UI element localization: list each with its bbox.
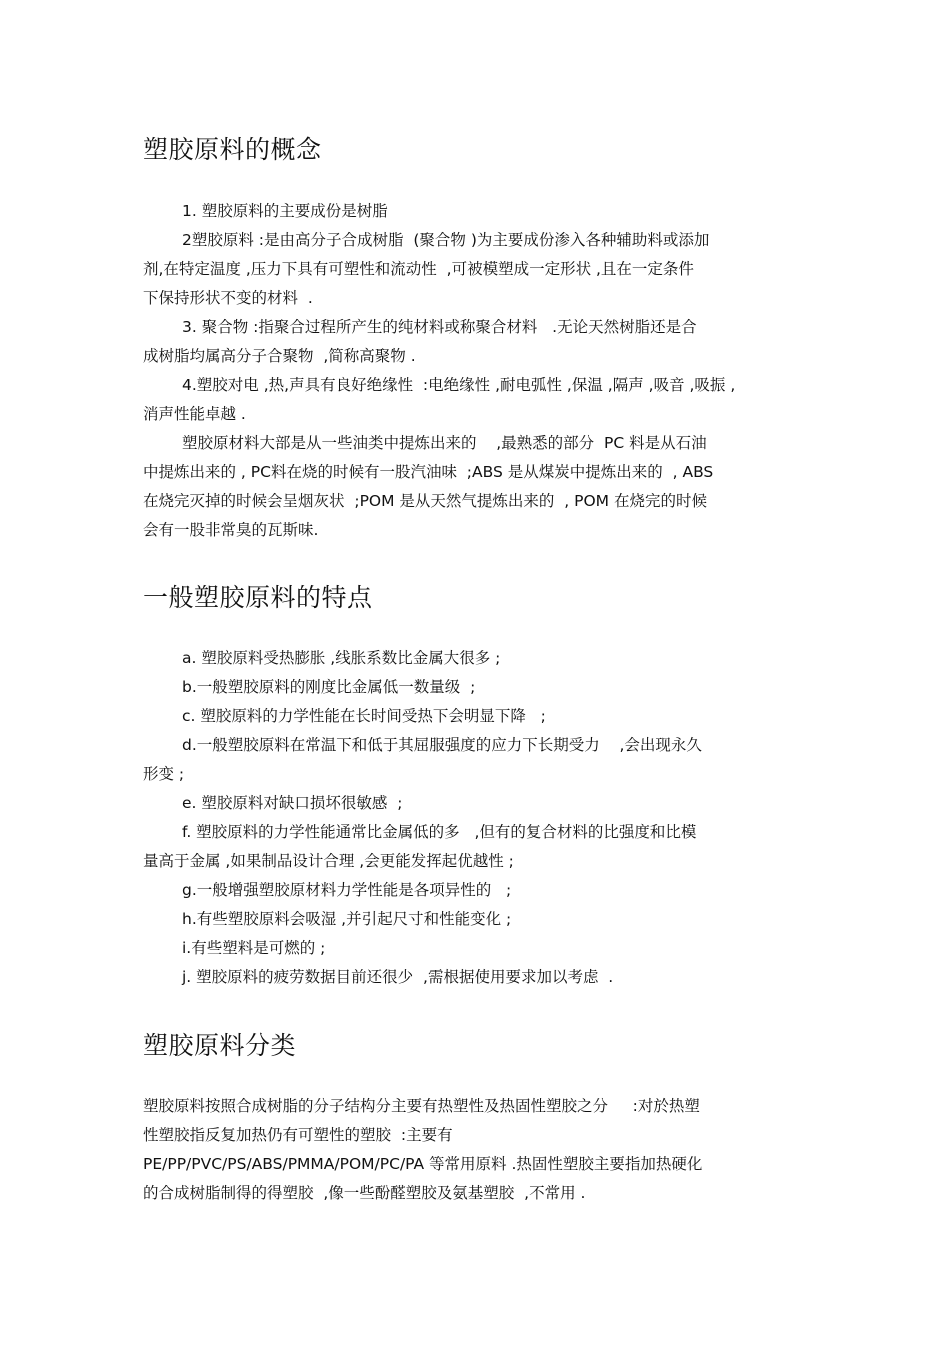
section-body-classification [143, 1092, 815, 1208]
list-item: j. 塑胶原料的疲劳数据目前还很少 ,需根据使用要求加以考虑 . [182, 968, 614, 986]
list-item: g.一般增强塑胶原材料力学性能是各项异性的 ; [182, 881, 512, 899]
section-body-concept [143, 197, 815, 545]
list-item-continuation: 量高于金属 ,如果制品设计合理 ,会更能发挥起优越性 ; [143, 852, 514, 870]
list-item-continuation: 形变 ; [143, 765, 185, 783]
paragraph-line: 1. 塑胶原料的主要成份是树脂 [182, 202, 388, 220]
paragraph-line: 成树脂均属高分子合聚物 ,简称高聚物 . [143, 347, 416, 365]
paragraph-line: 消声性能卓越 . [143, 405, 246, 423]
list-item: e. 塑胶原料对缺口损坏很敏感 ; [182, 794, 403, 812]
paragraph-line: 的合成树脂制得的得塑胶 ,像一些酚醛塑胶及氨基塑胶 ,不常用 . [143, 1184, 586, 1202]
section-title-features: 一般塑胶原料的特点 [143, 583, 373, 612]
paragraph-line: 剂,在特定温度 ,压力下具有可塑性和流动性 ,可被模塑成一定形状 ,且在一定条件 [143, 260, 694, 278]
paragraph-line: 在烧完灭掉的时候会呈烟灰状 ;POM 是从天然气提炼出来的 , POM 在烧完的时候 [143, 492, 707, 510]
section-title-concept: 塑胶原料的概念 [143, 135, 322, 164]
list-item: a. 塑胶原料受热膨胀 ,线胀系数比金属大很多 ; [182, 649, 501, 667]
paragraph-line: 下保持形状不变的材料 . [143, 289, 313, 307]
paragraph-line: PE/PP/PVC/PS/ABS/PMMA/POM/PC/PA 等常用原料 .热固性塑胶主要指加热硬化 [143, 1155, 703, 1173]
list-item: d.一般塑胶原料在常温下和低于其屈服强度的应力下长期受力 ,会出现永久 [182, 736, 702, 754]
paragraph-line: 中提炼出来的 , PC料在烧的时候有一股汽油味 ;ABS 是从煤炭中提炼出来的 , ABS [143, 463, 714, 481]
list-item: h.有些塑胶原料会吸湿 ,并引起尺寸和性能变化 ; [182, 910, 512, 928]
paragraph-line: 塑胶原料按照合成树脂的分子结构分主要有热塑性及热固性塑胶之分 :对於热塑 [143, 1097, 700, 1115]
paragraph-line: 4.塑胶对电 ,热,声具有良好绝缘性 :电绝缘性 ,耐电弧性 ,保温 ,隔声 ,吸音 ,吸振 , [182, 376, 736, 394]
section-title-classification: 塑胶原料分类 [143, 1031, 297, 1060]
paragraph-line: 3. 聚合物 :指聚合过程所产生的纯材料或称聚合材料 .无论天然树脂还是合 [182, 318, 697, 336]
list-item: f. 塑胶原料的力学性能通常比金属低的多 ,但有的复合材料的比强度和比模 [182, 823, 697, 841]
list-item: c. 塑胶原料的力学性能在长时间受热下会明显下降 ; [182, 707, 546, 725]
list-item: i.有些塑料是可燃的 ; [182, 939, 326, 957]
paragraph-line: 会有一股非常臭的瓦斯味. [143, 521, 319, 539]
list-item: b.一般塑胶原料的刚度比金属低一数量级 ; [182, 678, 476, 696]
paragraph-line: 塑胶原材料大部是从一些油类中提炼出来的 ,最熟悉的部分 PC 料是从石油 [182, 434, 707, 452]
paragraph-line: 性塑胶指反复加热仍有可塑性的塑胶 :主要有 [143, 1126, 453, 1144]
paragraph-line: 2塑胶原料 :是由高分子合成树脂 (聚合物 )为主要成份渗入各种辅助料或添加 [182, 231, 710, 249]
section-body-features [143, 644, 815, 992]
